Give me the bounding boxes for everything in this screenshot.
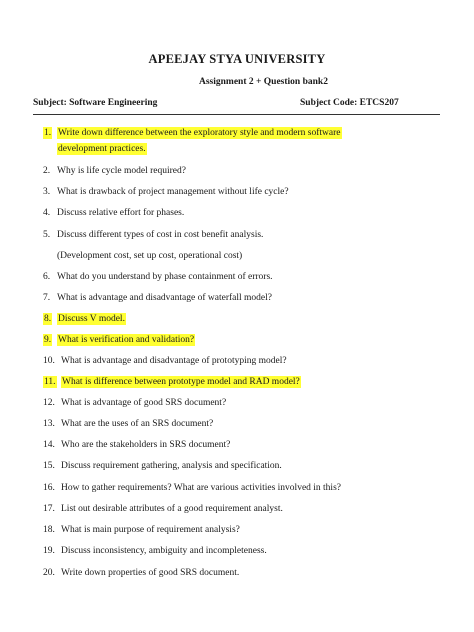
question-number: 10.: [43, 356, 55, 366]
question-number: 11.: [44, 377, 56, 387]
question-number: 7.: [43, 293, 51, 303]
question-text: Discuss different types of cost in cost benefit analysis.: [57, 230, 264, 240]
question-number: 8.: [44, 314, 52, 324]
question-number: 12.: [43, 398, 55, 408]
question-text: What are the uses of an SRS document?: [61, 419, 214, 429]
question-number: 18.: [43, 525, 55, 535]
question-text: What is verification and validation?: [58, 335, 195, 345]
question-text: (Development cost, set up cost, operational cost): [57, 251, 243, 261]
question-text: Who are the stakeholders in SRS document?: [61, 440, 231, 450]
question-text: What is main purpose of requirement analysis?: [61, 525, 240, 535]
question-number: 20.: [43, 568, 55, 578]
question-text: What is advantage and disadvantage of prototyping model?: [61, 356, 287, 366]
assignment-title: Assignment 2 + Question bank2: [199, 77, 328, 87]
question-number: 2.: [43, 166, 51, 176]
header-divider: [33, 114, 440, 115]
question-text: What is difference between prototype model and RAD model?: [62, 377, 300, 387]
question-text: Write down difference between the exploratory style and modern software: [58, 128, 341, 138]
question-text: How to gather requirements? What are various activities involved in this?: [61, 483, 341, 493]
question-number: 17.: [43, 504, 55, 514]
question-number: 13.: [43, 419, 55, 429]
question-number: 19.: [43, 546, 55, 556]
question-text: What is advantage and disadvantage of waterfall model?: [57, 293, 272, 303]
question-text: Why is life cycle model required?: [57, 166, 186, 176]
question-number: 4.: [43, 208, 51, 218]
question-number: 1.: [44, 128, 52, 138]
question-text: Discuss relative effort for phases.: [57, 208, 185, 218]
question-number: 14.: [43, 440, 55, 450]
question-text: What do you understand by phase containment of errors.: [57, 272, 273, 282]
question-number: 16.: [43, 483, 55, 493]
question-number: 9.: [44, 335, 52, 345]
question-text: development practices.: [58, 144, 146, 154]
university-title: APEEJAY STYA UNIVERSITY: [148, 52, 326, 66]
question-text: List out desirable attributes of a good requirement analyst.: [61, 504, 283, 514]
question-text: Discuss V model.: [58, 314, 125, 324]
subject-label: Subject: Software Engineering: [33, 98, 158, 108]
subject-code-label: Subject Code: ETCS207: [300, 98, 399, 108]
question-text: Write down properties of good SRS document.: [61, 568, 240, 578]
question-text: Discuss inconsistency, ambiguity and incompleteness.: [61, 546, 267, 556]
question-text: What is drawback of project management without life cycle?: [57, 187, 289, 197]
question-text: What is advantage of good SRS document?: [61, 398, 227, 408]
question-number: 15.: [43, 461, 55, 471]
question-number: 3.: [43, 187, 51, 197]
question-text: Discuss requirement gathering, analysis and specification.: [61, 461, 282, 471]
question-number: 6.: [43, 272, 51, 282]
question-number: 5.: [43, 230, 51, 240]
